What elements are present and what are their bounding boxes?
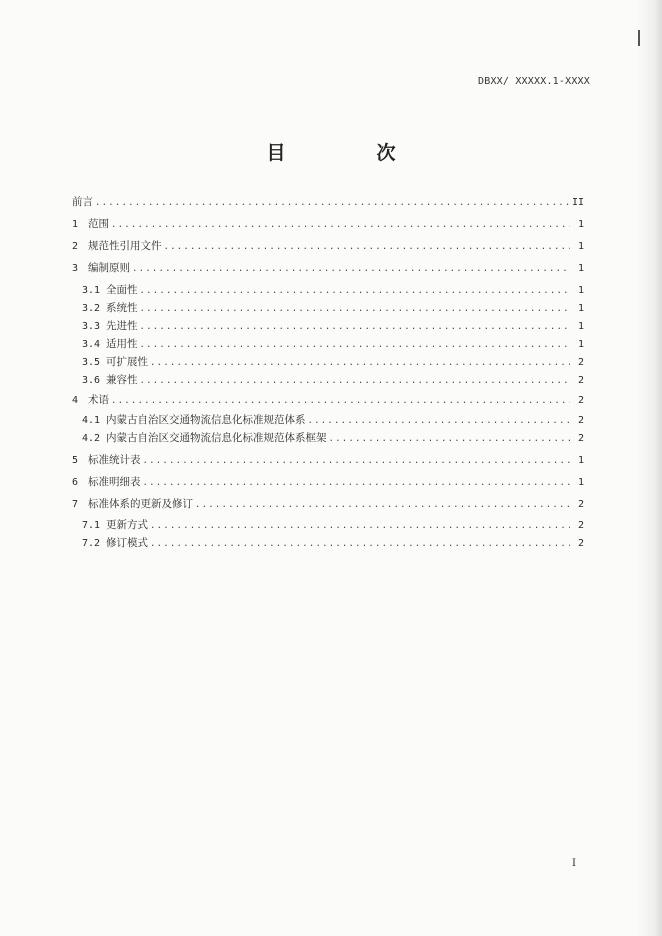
toc-entry-number: 1 — [72, 219, 79, 230]
toc-leader-dots — [140, 282, 571, 300]
toc-subentry[interactable] — [82, 317, 584, 335]
toc-entry-page: II — [571, 197, 584, 208]
toc-leader-dots — [140, 300, 571, 318]
toc-entry-title: 规范性引用文件 — [88, 240, 162, 252]
toc-leader-dots — [164, 238, 571, 256]
toc-entry-number: 3 — [72, 263, 79, 274]
toc-entry-page: 1 — [577, 455, 584, 466]
toc-entry-page: 2 — [577, 433, 584, 444]
toc-entry-page: 2 — [577, 375, 584, 386]
toc-subentry[interactable] — [82, 281, 584, 299]
toc-entry-number: 7.2 — [82, 538, 101, 549]
toc-entry-number: 3.5 — [82, 357, 101, 368]
toc-entry-page: 1 — [577, 477, 584, 488]
toc-leader-dots — [143, 474, 571, 492]
toc-entry-number: 7.1 — [82, 520, 101, 531]
toc-leader-dots — [140, 336, 571, 354]
toc-leader-dots — [132, 260, 570, 278]
toc-entry-title: 适用性 — [106, 338, 138, 350]
toc-entry-title: 标准统计表 — [88, 454, 141, 466]
toc-entry-number: 4.2 — [82, 433, 101, 444]
toc-leader-dots — [111, 216, 570, 234]
toc-entry[interactable] — [72, 215, 584, 233]
toc-leader-dots — [143, 452, 571, 470]
toc-subentry[interactable] — [82, 534, 584, 552]
toc-entry-number: 3.3 — [82, 321, 101, 332]
toc-entry-title: 编制原则 — [88, 262, 130, 274]
scan-mark — [638, 30, 640, 46]
toc-entry-title: 标准体系的更新及修订 — [88, 498, 193, 510]
toc-leader-dots — [329, 430, 571, 448]
toc-entry[interactable] — [72, 391, 584, 409]
toc-subentry[interactable] — [82, 299, 584, 317]
document-code: DBXX/ XXXXX.1-XXXX — [478, 76, 590, 87]
toc-entry-number: 3.2 — [82, 303, 101, 314]
toc-entry[interactable] — [72, 259, 584, 277]
toc-subentry[interactable] — [82, 335, 584, 353]
toc-entry-number: 5 — [72, 455, 79, 466]
toc-entry-page: 2 — [577, 538, 584, 549]
toc-entry-page: 1 — [577, 263, 584, 274]
toc-entry-page: 2 — [577, 520, 584, 531]
toc-entry-page: 1 — [577, 339, 584, 350]
toc-entry-title: 先进性 — [106, 320, 138, 332]
toc-entry-page: 1 — [577, 303, 584, 314]
toc-subentry[interactable] — [82, 353, 584, 371]
toc-leader-dots — [150, 535, 570, 553]
toc-entry-title: 内蒙古自治区交通物流信息化标准规范体系 — [106, 414, 306, 426]
toc-subentry[interactable] — [82, 429, 584, 447]
toc-entry-number: 7 — [72, 499, 79, 510]
toc-entry-title: 修订模式 — [106, 537, 148, 549]
toc-entry-number: 3.6 — [82, 375, 101, 386]
toc-entry[interactable] — [72, 193, 584, 211]
toc-entry-title: 更新方式 — [106, 519, 148, 531]
page-number: I — [572, 858, 576, 869]
toc-entry[interactable] — [72, 451, 584, 469]
toc-entry-title: 可扩展性 — [106, 356, 148, 368]
toc-entry[interactable] — [72, 473, 584, 491]
toc-entry-number: 3.1 — [82, 285, 101, 296]
toc-subentry[interactable] — [82, 371, 584, 389]
toc-entry-title: 术语 — [88, 394, 109, 406]
toc-entry-page: 1 — [577, 241, 584, 252]
toc-entry-number: 6 — [72, 477, 79, 488]
toc-entry-page: 2 — [577, 499, 584, 510]
toc-subentry[interactable] — [82, 516, 584, 534]
toc-subentry[interactable] — [82, 411, 584, 429]
toc-entry-title: 兼容性 — [106, 374, 138, 386]
toc-leader-dots — [308, 412, 571, 430]
toc-entry-page: 2 — [577, 395, 584, 406]
toc-leader-dots — [140, 372, 571, 390]
toc-entry-number: 4 — [72, 395, 79, 406]
toc-entry-page: 1 — [577, 285, 584, 296]
toc-leader-dots — [150, 517, 570, 535]
toc-entry-page: 2 — [577, 415, 584, 426]
toc-title: 目 次 — [266, 142, 432, 164]
toc-entry-title: 范围 — [88, 218, 109, 230]
toc-entry[interactable] — [72, 237, 584, 255]
toc-leader-dots — [150, 354, 570, 372]
toc-entry-page: 1 — [577, 321, 584, 332]
toc-entry-title: 标准明细表 — [88, 476, 141, 488]
toc-leader-dots — [195, 496, 570, 514]
toc-entry-page: 2 — [577, 357, 584, 368]
toc-entry-title: 内蒙古自治区交通物流信息化标准规范体系框架 — [106, 432, 327, 444]
toc-leader-dots — [111, 392, 570, 410]
toc-leader-dots — [95, 194, 570, 212]
toc-entry-title: 全面性 — [106, 284, 138, 296]
toc-entry-title: 前言 — [72, 196, 93, 208]
toc-entry-number: 3.4 — [82, 339, 101, 350]
toc-entry-number: 4.1 — [82, 415, 101, 426]
toc-entry-title: 系统性 — [106, 302, 138, 314]
toc-entry[interactable] — [72, 495, 584, 513]
toc-leader-dots — [140, 318, 571, 336]
toc-entry-number: 2 — [72, 241, 79, 252]
toc-entry-page: 1 — [577, 219, 584, 230]
